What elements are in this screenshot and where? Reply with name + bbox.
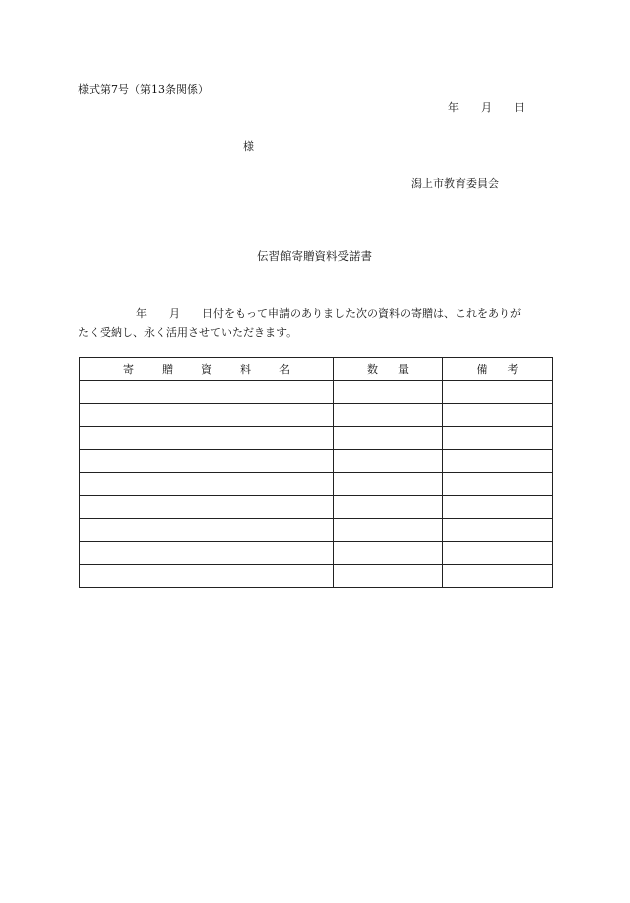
table-row (80, 404, 553, 427)
cell-remarks[interactable] (443, 427, 553, 450)
body-month-label: 月 (169, 307, 180, 320)
issuer-name: 潟上市教育委員会 (411, 177, 499, 190)
date-year-label: 年 (448, 101, 459, 114)
cell-name[interactable] (80, 542, 334, 565)
header-material-name: 寄贈資料名 (80, 358, 334, 381)
cell-remarks[interactable] (443, 542, 553, 565)
cell-name[interactable] (80, 381, 334, 404)
donation-table (79, 357, 553, 588)
date-line (448, 99, 525, 115)
cell-name[interactable] (80, 427, 334, 450)
cell-remarks[interactable] (443, 404, 553, 427)
cell-quantity[interactable] (334, 450, 443, 473)
form-number: 様式第7号（第13条関係） (78, 83, 209, 96)
cell-name[interactable] (80, 496, 334, 519)
table-row (80, 519, 553, 542)
table-row (80, 450, 553, 473)
cell-remarks[interactable] (443, 450, 553, 473)
cell-remarks[interactable] (443, 519, 553, 542)
cell-name[interactable] (80, 565, 334, 588)
cell-quantity[interactable] (334, 519, 443, 542)
document-title: 伝習館寄贈資料受諾書 (257, 249, 372, 263)
addressee-suffix: 様 (243, 140, 254, 153)
body-line1: 日付をもって申請のありました次の資料の寄贈は、これをありが (202, 307, 521, 320)
date-day-label: 日 (514, 101, 525, 114)
cell-quantity[interactable] (334, 542, 443, 565)
cell-quantity[interactable] (334, 473, 443, 496)
header-remarks: 備考 (443, 358, 553, 381)
cell-remarks[interactable] (443, 565, 553, 588)
table-row (80, 473, 553, 496)
cell-remarks[interactable] (443, 496, 553, 519)
table-row (80, 496, 553, 519)
table-header-row (80, 358, 553, 381)
cell-quantity[interactable] (334, 404, 443, 427)
cell-quantity[interactable] (334, 496, 443, 519)
table-row (80, 381, 553, 404)
cell-name[interactable] (80, 404, 334, 427)
cell-remarks[interactable] (443, 473, 553, 496)
body-year-label: 年 (136, 307, 147, 320)
cell-name[interactable] (80, 450, 334, 473)
cell-name[interactable] (80, 473, 334, 496)
table-row (80, 427, 553, 450)
cell-quantity[interactable] (334, 565, 443, 588)
table-row (80, 542, 553, 565)
cell-quantity[interactable] (334, 381, 443, 404)
cell-quantity[interactable] (334, 427, 443, 450)
body-line2: たく受納し、永く活用させていただきます。 (78, 326, 298, 339)
table-row (80, 565, 553, 588)
date-month-label: 月 (481, 101, 492, 114)
cell-name[interactable] (80, 519, 334, 542)
cell-remarks[interactable] (443, 381, 553, 404)
body-paragraph (78, 304, 554, 342)
header-quantity: 数量 (334, 358, 443, 381)
